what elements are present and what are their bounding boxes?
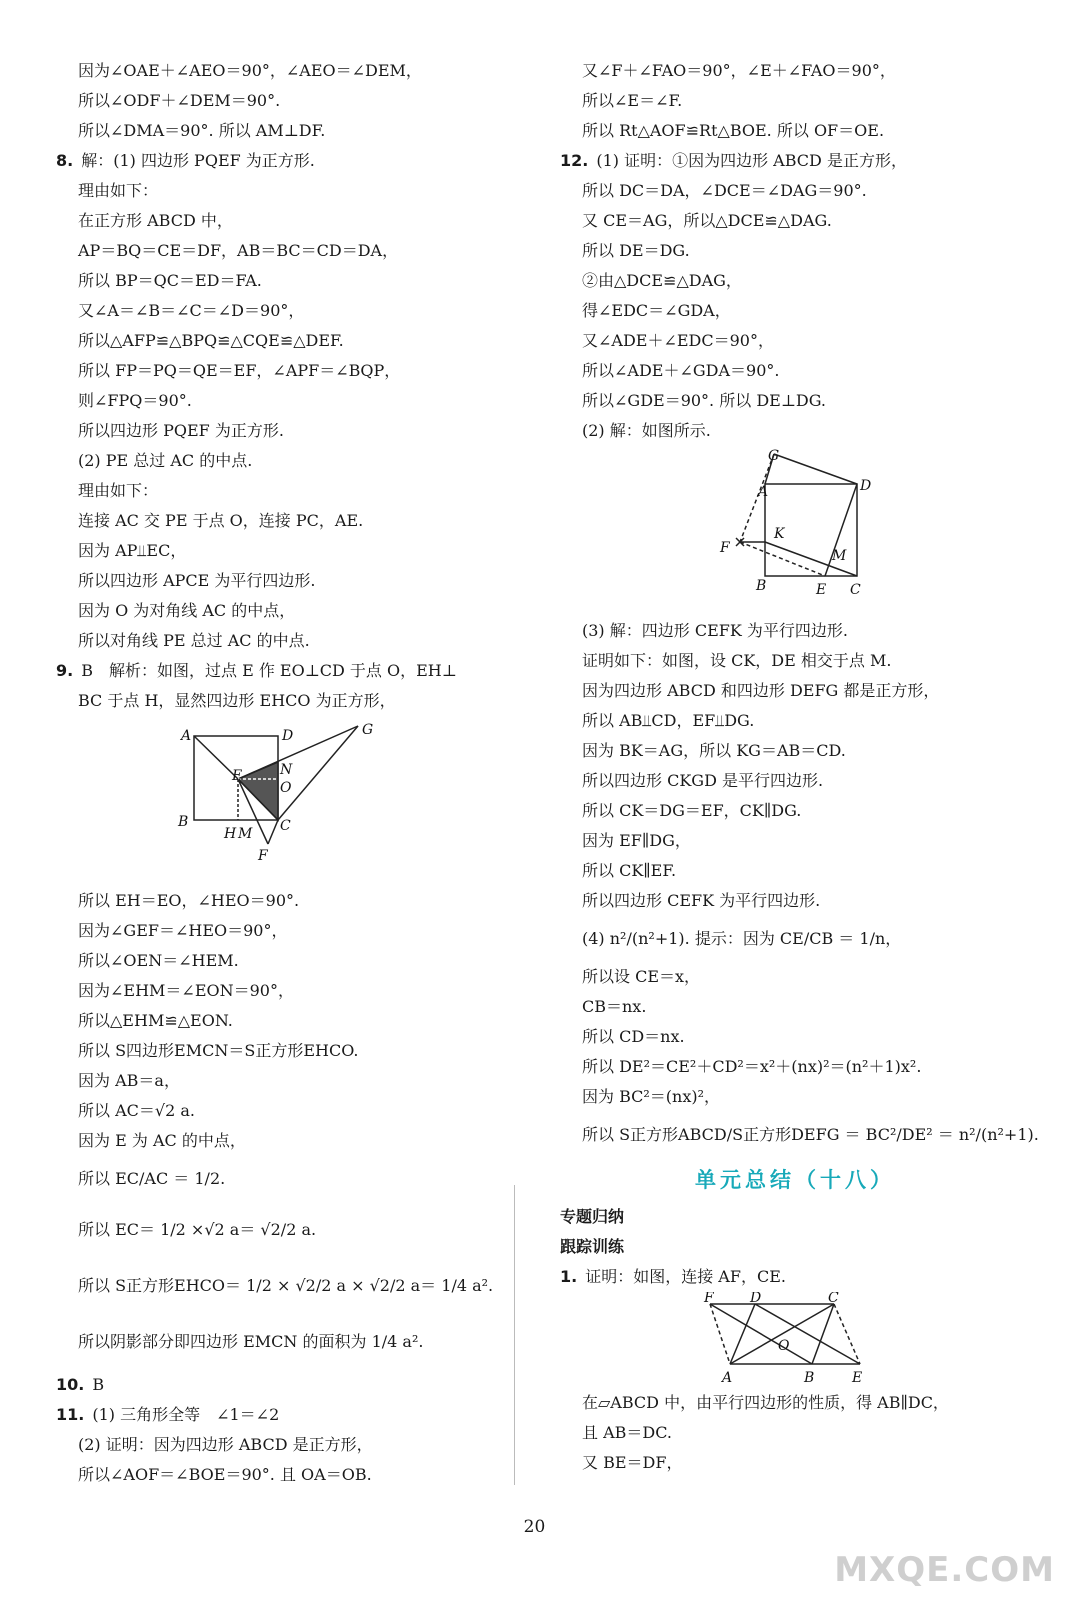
text-line: 理由如下：	[78, 181, 159, 200]
text-line: 因为 AB＝a，	[78, 1071, 180, 1090]
text-line: 所以 EC＝ 1/2 ×√2 a＝ √2/2 a.	[78, 1220, 317, 1239]
text-line: (1) 三角形全等 ∠1＝∠2	[92, 1405, 280, 1424]
text-line: 所以 S正方形EHCO＝ 1/2 × √2/2 a × √2/2 a＝ 1/4 a².	[78, 1276, 494, 1295]
figure-label: M	[832, 548, 847, 564]
text-line: 且 AB＝DC.	[582, 1423, 672, 1442]
problem-number: 12.	[560, 151, 589, 170]
text-line: 所以 DE²＝CE²＋CD²＝x²＋(nx)²＝(n²＋1)x².	[582, 1057, 922, 1076]
text-line: 因为 E 为 AC 的中点，	[78, 1131, 246, 1150]
geometry-figure-1	[560, 1292, 1030, 1388]
text-line: 因为 AP⫫EC，	[78, 541, 187, 560]
geometry-figure-9	[56, 716, 506, 886]
text-line: 所以 CD＝nx.	[582, 1027, 685, 1046]
column-separator	[514, 1185, 515, 1485]
figure-label: F	[704, 1292, 714, 1306]
geometry-figure-12	[560, 446, 1030, 616]
figure-label: B	[804, 1370, 815, 1386]
text-line: 在▱ABCD 中，由平行四边形的性质，得 AB∥DC，	[582, 1393, 949, 1412]
figure-label: A	[181, 728, 192, 744]
text-line: 所以四边形 CEFK 为平行四边形.	[582, 891, 821, 910]
figure-label: H	[224, 826, 237, 842]
text-line: 理由如下：	[78, 481, 159, 500]
text-line: 因为 BK＝AG，所以 KG＝AB＝CD.	[582, 741, 846, 760]
text-line: 所以 AC＝√2 a.	[78, 1101, 195, 1120]
text-line: 所以 S正方形ABCD/S正方形DEFG ＝ BC²/DE² ＝ n²/(n²+1).	[582, 1125, 1039, 1144]
unit-summary-title: 单元总结（十八）	[695, 1168, 895, 1192]
figure-label: C	[280, 818, 291, 834]
figure-label: G	[362, 722, 374, 738]
text-line: 又 BE＝DF，	[582, 1453, 683, 1472]
text-line: B 解析：如图，过点 E 作 EO⊥CD 于点 O，EH⊥	[81, 661, 457, 680]
text-line: 所以 EH＝EO，∠HEO＝90°.	[78, 891, 300, 910]
text-line: 所以四边形 APCE 为平行四边形.	[78, 571, 316, 590]
figure-label: E	[232, 768, 243, 784]
text-line: 因为 O 为对角线 AC 的中点，	[78, 601, 296, 620]
text-line: 因为 BC²＝(nx)²，	[582, 1087, 721, 1106]
text-line: 所以 DC＝DA，∠DCE＝∠DAG＝90°.	[582, 181, 867, 200]
text-line: 所以△EHM≌△EON.	[78, 1011, 233, 1030]
text-line: 所以 CK＝DG＝EF，CK∥DG.	[582, 801, 802, 820]
text-line: ②由△DCE≌△DAG，	[582, 271, 742, 290]
text-line: 所以对角线 PE 总过 AC 的中点.	[78, 631, 310, 650]
text-line: 解：(1) 四边形 PQEF 为正方形.	[81, 151, 315, 170]
text-line: 所以 DE＝DG.	[582, 241, 690, 260]
section-heading: 专题归纳	[560, 1207, 625, 1226]
figure-label: M	[238, 826, 253, 842]
text-line: 在正方形 ABCD 中，	[78, 211, 233, 230]
figure-label: B	[178, 814, 189, 830]
text-line: 所以∠ODF＋∠DEM＝90°.	[78, 91, 281, 110]
text-line: 因为∠GEF＝∠HEO＝90°，	[78, 921, 288, 940]
text-line: 所以 AB⫫CD，EF⫫DG.	[582, 711, 755, 730]
text-line: 所以∠DMA＝90°. 所以 AM⊥DF.	[78, 121, 326, 140]
text-line: 所以四边形 PQEF 为正方形.	[78, 421, 284, 440]
figure-label: G	[768, 448, 780, 464]
text-line: 所以阴影部分即四边形 EMCN 的面积为 1/4 a².	[78, 1332, 424, 1351]
figure-label: D	[860, 478, 872, 494]
text-line: 得∠EDC＝∠GDA，	[582, 301, 731, 320]
text-line: 所以∠OEN＝∠HEM.	[78, 951, 239, 970]
section-heading: 跟踪训练	[560, 1237, 625, 1256]
text-line: 所以 CK∥EF.	[582, 861, 677, 880]
figure-problem-12	[560, 446, 1030, 616]
figure-label: F	[258, 848, 268, 864]
text-line: (2) 证明：因为四边形 ABCD 是正方形，	[78, 1435, 373, 1454]
text-line: 又 CE＝AG，所以△DCE≌△DAG.	[582, 211, 832, 230]
figure-label: D	[750, 1292, 762, 1306]
text-line: 所以∠E＝∠F.	[582, 91, 683, 110]
text-line: CB＝nx.	[582, 997, 647, 1016]
page-number: 20	[523, 1517, 546, 1537]
text-line: 所以 BP＝QC＝ED＝FA.	[78, 271, 262, 290]
figure-label: D	[282, 728, 294, 744]
figure-label: A	[758, 484, 769, 500]
problem-number: 9.	[56, 661, 74, 680]
text-line: 所以 EC/AC ＝ 1/2.	[78, 1169, 226, 1188]
text-line: 连接 AC 交 PE 于点 O，连接 PC，AE.	[78, 511, 364, 530]
text-line: 所以四边形 CKGD 是平行四边形.	[582, 771, 824, 790]
problem-number: 10.	[56, 1375, 85, 1394]
text-line: 又∠F＋∠FAO＝90°，∠E＋∠FAO＝90°，	[582, 61, 896, 80]
text-line: (4) n²/(n²+1). 提示：因为 CE/CB ＝ 1/n，	[582, 929, 902, 948]
text-line: (2) PE 总过 AC 的中点.	[78, 451, 253, 470]
figure-label: A	[722, 1370, 733, 1386]
text-line: 所以 S四边形EMCN＝S正方形EHCO.	[78, 1041, 359, 1060]
left-column	[56, 56, 506, 1490]
text-line: 所以△AFP≌△BPQ≌△CQE≌△DEF.	[78, 331, 344, 350]
text-line: 则∠FPQ＝90°.	[78, 391, 192, 410]
figure-label: C	[850, 582, 861, 598]
watermark: MXQE.COM	[834, 1550, 1055, 1590]
text-line: 因为∠EHM＝∠EON＝90°，	[78, 981, 294, 1000]
text-line: 因为∠OAE＋∠AEO＝90°，∠AEO＝∠DEM，	[78, 61, 422, 80]
figure-label: K	[774, 526, 785, 542]
figure-problem-9	[56, 716, 506, 886]
figure-label: E	[816, 582, 827, 598]
figure-label: C	[828, 1292, 839, 1306]
text-line: 所以 Rt△AOF≌Rt△BOE. 所以 OF＝OE.	[582, 121, 885, 140]
figure-label: N	[280, 762, 293, 778]
text-line: 因为 EF∥DG，	[582, 831, 691, 850]
problem-number: 1.	[560, 1267, 578, 1286]
figure-label: O	[280, 780, 292, 796]
text-line: 证明：如图，连接 AF，CE.	[585, 1267, 786, 1286]
text-line: (1) 证明：①因为四边形 ABCD 是正方形，	[596, 151, 907, 170]
text-line: 又∠A＝∠B＝∠C＝∠D＝90°，	[78, 301, 305, 320]
text-line: (2) 解：如图所示.	[582, 421, 711, 440]
figure-label: O	[778, 1338, 790, 1354]
text-line: 证明如下：如图，设 CK，DE 相交于点 M.	[582, 651, 892, 670]
text-line: 所以∠GDE＝90°. 所以 DE⊥DG.	[582, 391, 826, 410]
figure-label: F	[720, 540, 730, 556]
text-line: 所以设 CE＝x，	[582, 967, 701, 986]
problem-number: 8.	[56, 151, 74, 170]
right-column	[560, 56, 1039, 1478]
problem-number: 11.	[56, 1405, 85, 1424]
figure-label: B	[756, 578, 767, 594]
text-line: 又∠ADE＋∠EDC＝90°，	[582, 331, 774, 350]
text-line: 因为四边形 ABCD 和四边形 DEFG 都是正方形，	[582, 681, 940, 700]
text-line: 所以∠ADE＋∠GDA＝90°.	[582, 361, 780, 380]
text-line: (3) 解：四边形 CEFK 为平行四边形.	[582, 621, 848, 640]
text-line: BC 于点 H，显然四边形 EHCO 为正方形，	[78, 691, 396, 710]
text-line: 所以∠AOF＝∠BOE＝90°. 且 OA＝OB.	[78, 1465, 372, 1484]
figure-label: E	[852, 1370, 863, 1386]
figure-problem-1	[560, 1292, 1030, 1388]
text-line: 所以 FP＝PQ＝QE＝EF，∠APF＝∠BQP，	[78, 361, 401, 380]
text-line: AP＝BQ＝CE＝DF，AB＝BC＝CD＝DA，	[78, 241, 399, 260]
text-line: B	[92, 1375, 105, 1394]
